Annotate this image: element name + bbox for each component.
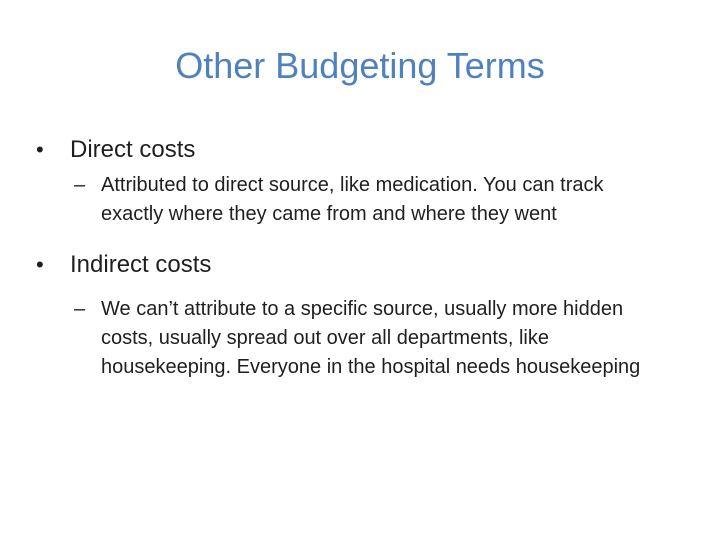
sub-bullet-marker: – [74,174,86,196]
bullet-direct-costs [36,134,686,166]
sub-bullet-marker: – [74,298,86,320]
bullet-indirect-costs [36,249,686,281]
bullet-text: Indirect costs [70,251,212,278]
bullet-marker: • [36,252,44,277]
bullet-marker: • [36,137,44,162]
bullet-text: Direct costs [70,136,196,163]
sub-bullet-text: We can’t attribute to a specific source, usually more hidden costs, usually spread out over all departments, like housekeeping. Everyone in the hospital needs housekeeping [101,298,641,378]
sub-bullet-direct-costs [36,171,661,229]
sub-bullet-text: Attributed to direct source, like medication. You can track exactly where they came from and where they went [101,174,604,225]
slide-body [36,134,686,382]
sub-bullet-indirect-costs [36,295,661,382]
slide-title: Other Budgeting Terms [175,45,545,86]
